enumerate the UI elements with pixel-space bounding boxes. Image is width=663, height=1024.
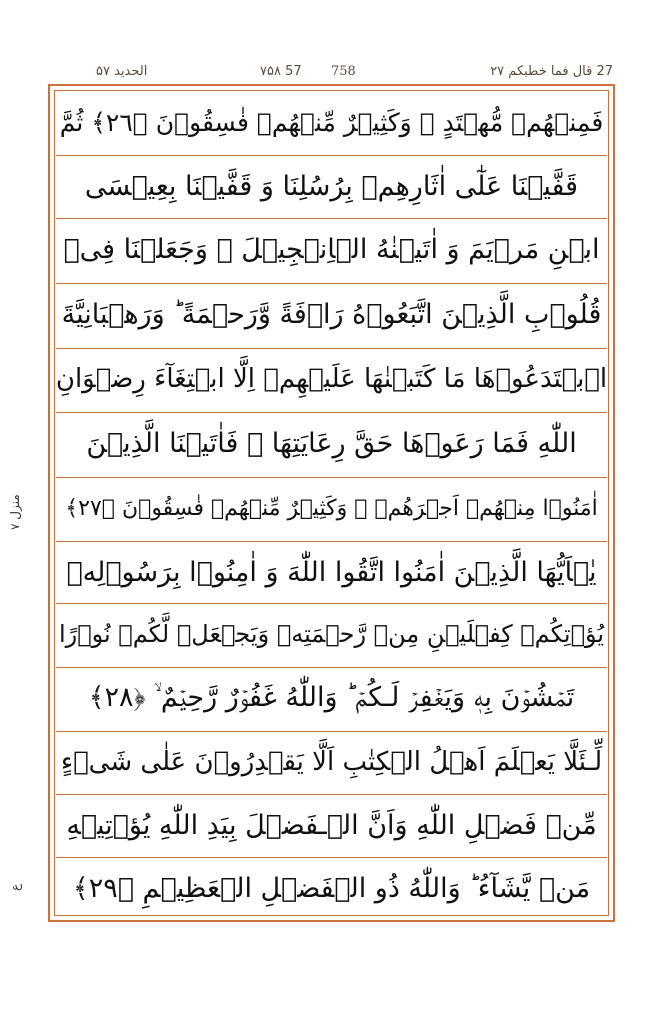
text-line: اٰمَنُوۡا مِنۡهُمۡ اَجۡرَهُمۡ ۚ وَكَثِيۡرٌ مِّنۡهُمۡ فٰسِقُوۡنَ ﴿٢٧﴾ bbox=[65, 495, 598, 521]
text-line: مِّنۡ فَضۡلِ اللّٰهِ وَاَنَّ الۡـفَضۡلَ بِيَدِ اللّٰهِ يُؤۡتِيۡهِ bbox=[66, 809, 597, 841]
juz-name: 27 قال فما خطبكم ۲۷ bbox=[490, 64, 613, 79]
text-line: لِّـئَلَّا يَعۡلَمَ اَهۡلُ الۡكِتٰبِ اَلَّا يَقۡدِرُوۡنَ عَلٰى شَىۡءٍ bbox=[60, 747, 603, 777]
text-line: تَمۡشُوۡنَ بِهٖ وَيَغۡفِرۡ لَـكُمۡ ؕ وَاللّٰهُ غَفُوۡرٌ رَّحِيۡمٌ ۙ ﴿٢٨﴾ bbox=[88, 682, 575, 713]
page-header bbox=[48, 62, 615, 84]
ruku-marker: ع bbox=[8, 883, 22, 891]
manzil-marker: منزل ۷ bbox=[8, 494, 22, 530]
text-line: يٰۤاَيُّهَا الَّذِيۡنَ اٰمَنُوا اتَّقُوا اللّٰهَ وَ اٰمِنُوۡا بِرَسُوۡلِهٖ bbox=[66, 556, 597, 588]
text-line: مَنۡ يَّشَآءُ ؕ وَاللّٰهُ ذُو الۡفَضۡلِ الۡعَظِيۡمِ ﴿٢٩﴾ bbox=[72, 872, 591, 904]
page-number: 758 bbox=[331, 64, 356, 79]
text-line: ابۡنِ مَرۡيَمَ وَ اٰتَيۡنٰهُ الۡاِنۡجِيۡلَ ۙ وَجَعَلۡنَا فِىۡ bbox=[63, 233, 600, 265]
page-number-urdu: 57 ۷۵۸ bbox=[260, 64, 302, 79]
text-line: فَمِنۡهُمۡ مُّهۡتَدٍ ۚ وَكَثِيۡرٌ مِّنۡهُمۡ فٰسِقُوۡنَ ﴿٢٦﴾ ثُمَّ bbox=[59, 107, 604, 137]
text-line: قَفَّيۡنَا عَلٰٓى اٰثَارِهِمۡ بِرُسُلِنَا وَ قَفَّيۡنَا بِعِيۡسَى bbox=[84, 170, 579, 202]
text-line: اۨبۡتَدَعُوۡهَا مَا كَتَبۡنٰهَا عَلَيۡهِمۡ اِلَّا ابۡتِغَآءَ رِضۡوَانِ bbox=[56, 364, 607, 394]
surah-name: الحدید ۵۷ bbox=[96, 64, 148, 79]
text-line: يُؤۡتِكُمۡ كِفۡلَيۡنِ مِنۡ رَّحۡمَتِهٖ وَيَجۡعَلۡ لَّكُمۡ نُوۡرًا bbox=[58, 620, 605, 648]
text-line: اللّٰهِ فَمَا رَعَوۡهَا حَقَّ رِعَايَتِهَا ۚ فَاٰتَيۡنَا الَّذِيۡنَ bbox=[86, 427, 577, 459]
text-line: قُلُوۡبِ الَّذِيۡنَ اتَّبَعُوۡهُ رَاۡفَةً وَّرَحۡمَةً ؕ وَرَهۡبَانِيَّةَ bbox=[61, 298, 602, 330]
